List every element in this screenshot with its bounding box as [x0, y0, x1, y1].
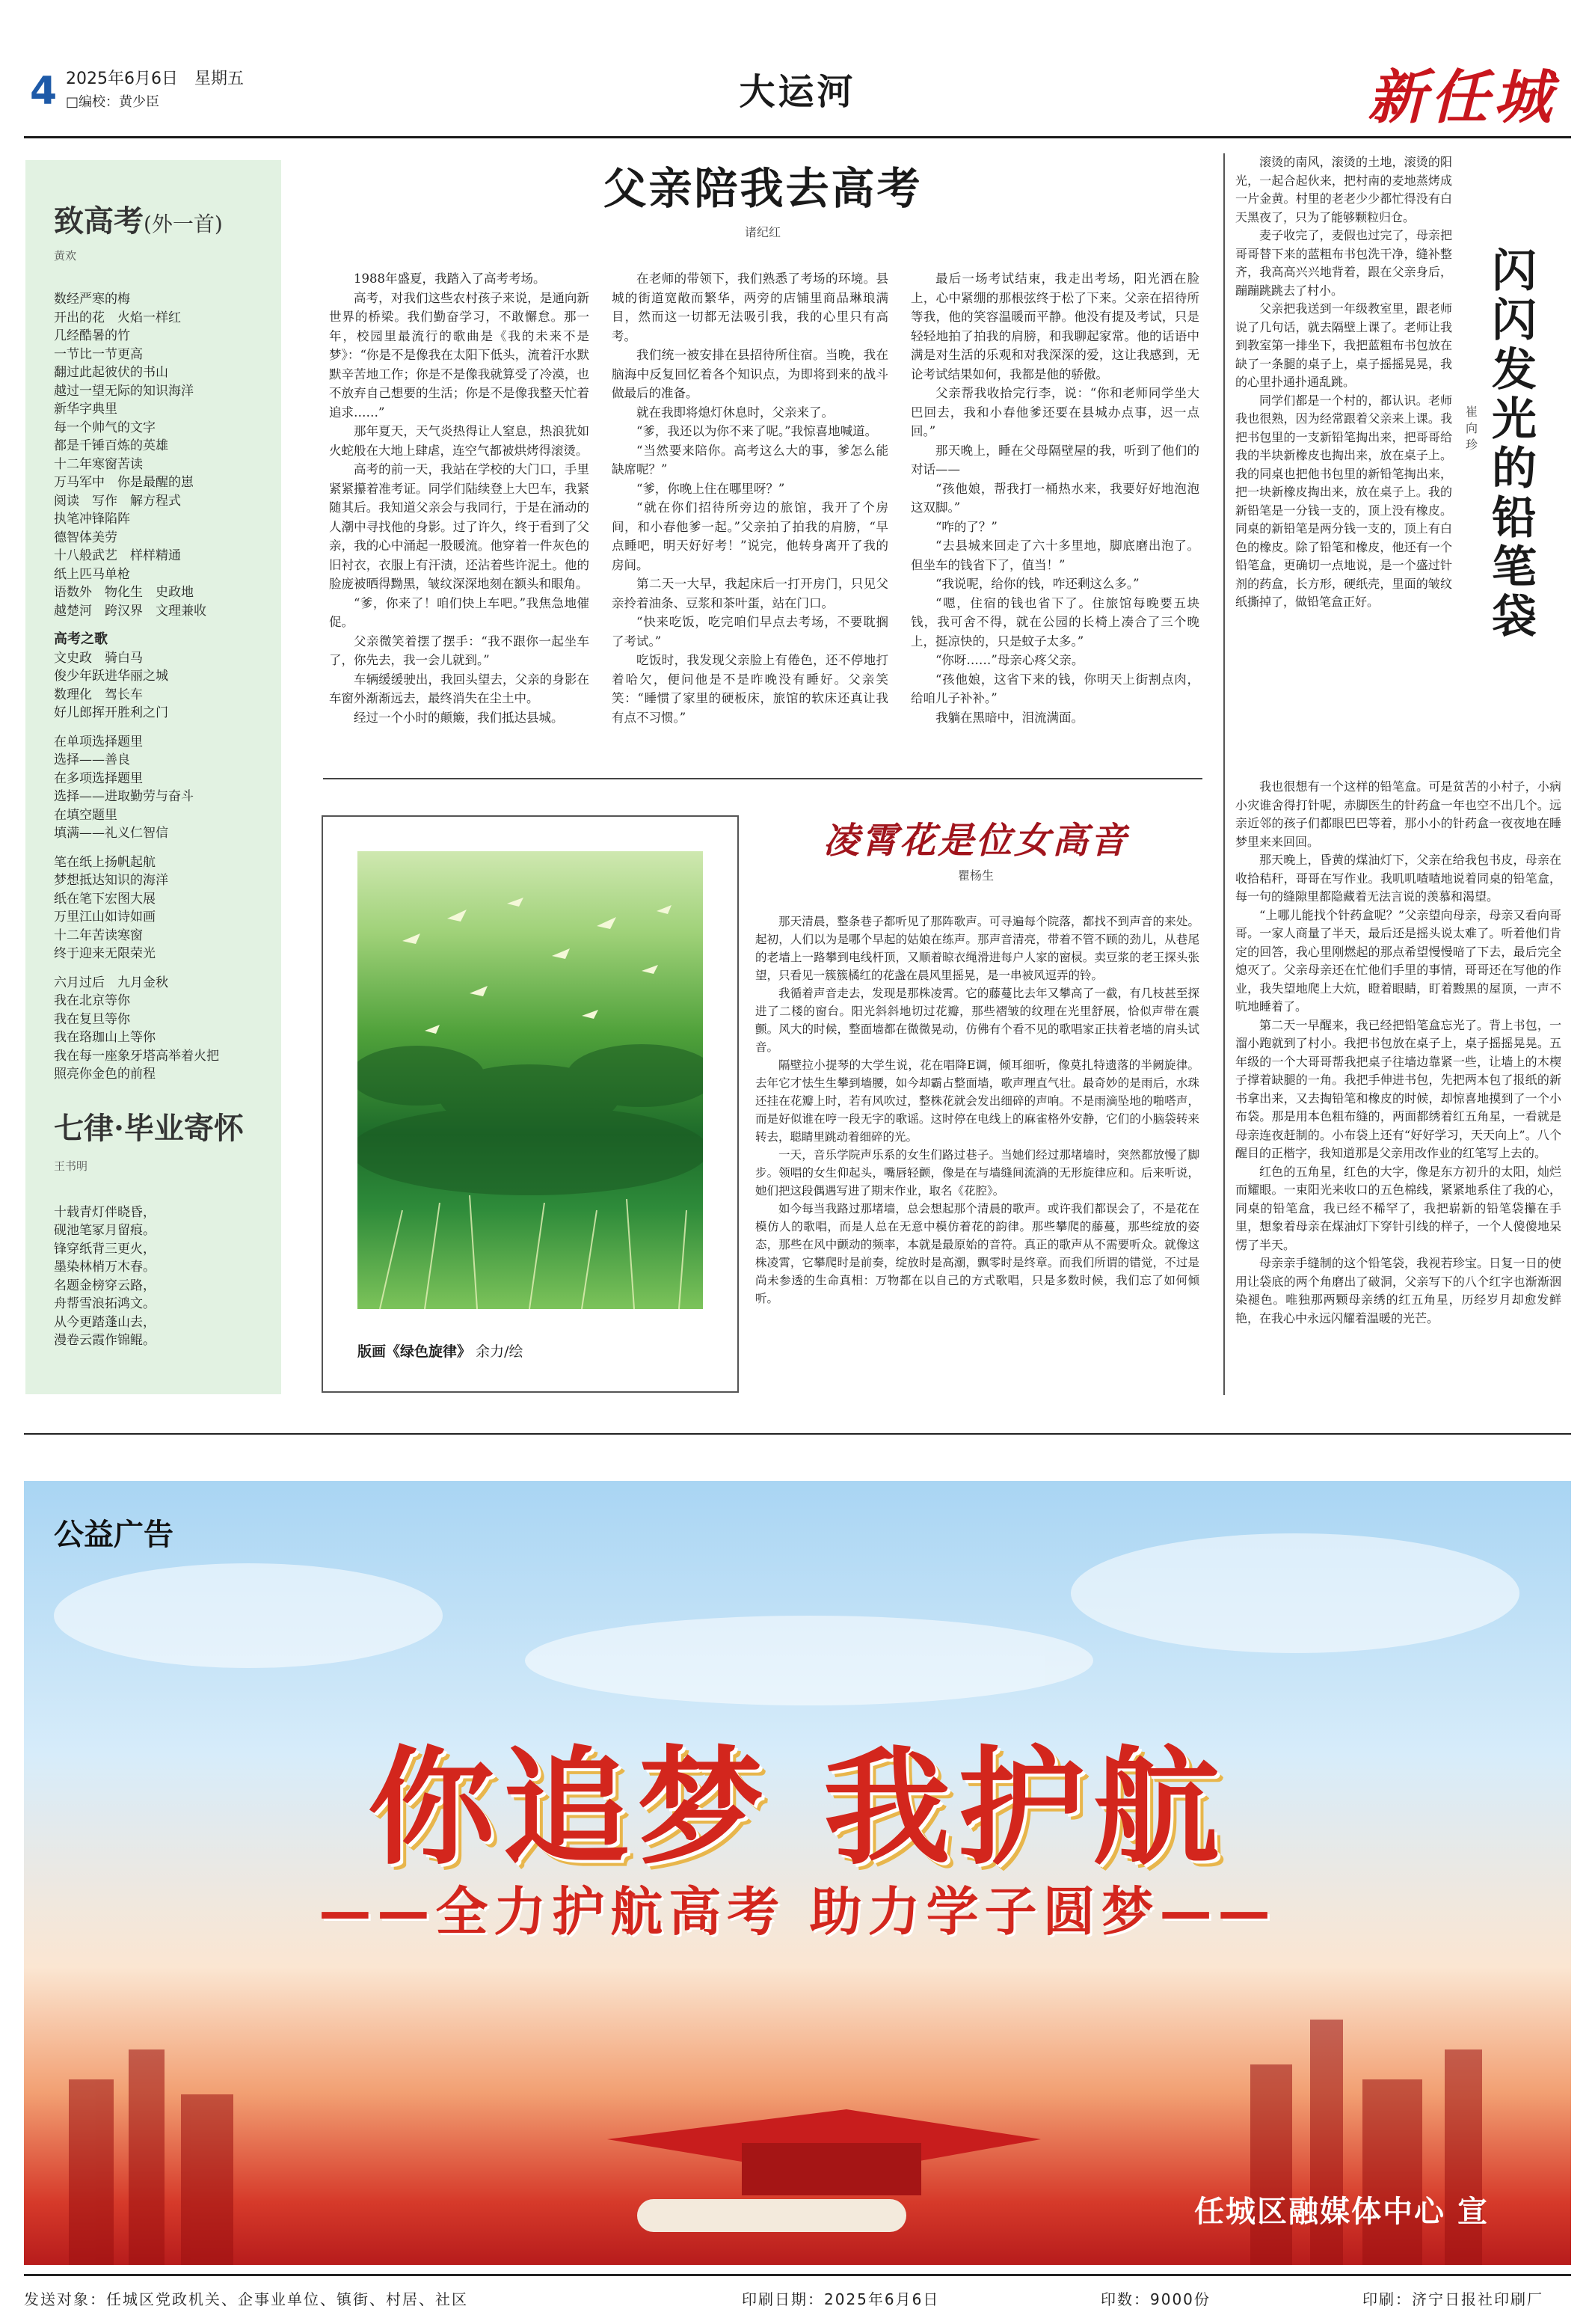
article1-column-2: [612, 269, 888, 763]
paragraph: 高考的前一天，我站在学校的大门口，手里紧紧攥着准考证。同学们陆续登上大巴车，我紧随其后。我知道父亲会与我同行，于是在涌动的人潮中寻找他的身影。过了许久，终于看到了父亲，我的心中涌起一股暖流。他穿着一件灰色的旧衬衣，衣服上有汗渍，还沾着些许泥土。他的脸庞被晒得黝黑，皱纹深深地刻在额头和眼角。: [329, 462, 589, 591]
article1-author: 诸纪红: [744, 225, 781, 239]
footer-recipients: 发送对象：任城区党政机关、企事业单位、镇街、村居、社区: [24, 2290, 468, 2308]
paragraph: 在老师的带领下，我们熟悉了考场的环境。县城的街道宽敞而繁华，两旁的店铺里商品琳琅满目，然而这一切都无法吸引我，我的心里只有高考。: [612, 272, 888, 343]
poem2-body: [54, 1204, 265, 1350]
poem-line: 照亮你金色的前程: [54, 1067, 156, 1082]
article3-column-top: [1235, 153, 1452, 774]
poem-line: 漫卷云霞作锦鲲。: [54, 1333, 156, 1348]
ad-sponsor: 任城区融媒体中心 宣: [1194, 2195, 1489, 2229]
poem-sidebar: [25, 160, 281, 1394]
paragraph: 就在我即将熄灯休息时，父亲来了。: [636, 405, 834, 420]
poem-line: 阅读 写作 解方程式: [54, 493, 181, 509]
poem-line: 越过一望无际的知识海洋: [54, 383, 194, 399]
ad-divider: [24, 1433, 1571, 1435]
poem-line: 选择——进取勤劳与奋斗: [54, 789, 194, 804]
paragraph: 隔壁拉小提琴的大学生说，花在唱降E调，倾耳细听，像莫扎特遗落的半阙旋律。去年它才怯生生攀到墙腰，如今却霸占整面墙，歌声理直气壮。最奇妙的是雨后，水珠还挂在花瓣上时，若有风吹过，整株花就会发出细碎的声响。不是雨滴坠地的啪嗒声，而是好似谁在哼一段无字的歌谣。这时停在电线上的麻雀格外安静，它们的小脑袋转来转去，聪睛里跳动着细碎的光。: [755, 1058, 1199, 1144]
poem-line: 从今更踏蓬山去，: [54, 1314, 156, 1330]
poem-line: 纸在笔下宏图大展: [54, 891, 156, 907]
paragraph: “当然要来陪你。高考这么大的事，爹怎么能缺席呢？”: [612, 443, 888, 476]
paragraph: “上哪儿能找个针药盒呢？”父亲望向母亲，母亲又看向哥哥。一家人商量了半天，最后还是摇头说太难了。听着他们肯定的回答，我心里刚燃起的那点希望慢慢暗了下去，最后完全熄灭了。父亲母亲还在忙他们手里的事情，哥哥还在写他的作业，我失望地爬上大炕，瞪着眼睛，盯着黢黑的屋顶，一声不吭地睡着了。: [1235, 907, 1561, 1014]
poem-line: 我在北京等你: [54, 993, 130, 1008]
poem-line: 执笔冲锋陷阵: [54, 512, 130, 527]
poem-line: 数经严寒的梅: [54, 292, 130, 307]
paragraph: 我也很想有一个这样的铅笔盒。可是贫苦的小村子，小病小灾谁舍得打针呢，赤脚医生的针药盒一年也空不出几个。远亲近邻的孩子们都眼巴巴等着，那小小的针药盒一夜夜地在睡梦里来来回回。: [1235, 779, 1561, 849]
paragraph: 麦子收完了，麦假也过完了，母亲把哥哥替下来的蓝粗布书包洗干净，缝补整齐，我高高兴兴地背着，跟在父亲身后，蹦蹦跳跳去了村小。: [1235, 228, 1452, 298]
paragraph: 吃饭时，我发现父亲脸上有倦色，还不停地打着哈欠，便问他是不是昨晚没有睡好。父亲笑笑：“睡惯了家里的硬板床，旅馆的软床还真让我有点不习惯。”: [612, 653, 888, 725]
paragraph: “爹，你来了！咱们快上车吧。”我焦急地催促。: [329, 595, 589, 629]
poem-line: 十二年寒窗苦读: [54, 456, 143, 472]
poem-line: 笔在纸上扬帆起航: [54, 854, 156, 870]
paragraph: 父亲微笑着摆了摆手：“我不跟你一起坐车了，你先去，我一会儿就到。”: [329, 634, 589, 667]
woodcut-print-image: [357, 851, 703, 1309]
paragraph: “孩他娘，帮我打一桶热水来，我要好好地泡泡这双脚。”: [911, 481, 1199, 515]
paragraph: “我说呢，给你的钱，咋还剩这么多。”: [935, 577, 1140, 591]
poem-line: 好儿郎挥开胜利之门: [54, 705, 168, 720]
poem-line: 舟帮雪浪拓鸿文。: [54, 1296, 156, 1311]
poem-line: 都是千锤百炼的英雄: [54, 438, 168, 453]
poem-line: 俊少年跃进华丽之城: [54, 669, 168, 684]
paragraph: “爹，我还以为你不来了呢。”我惊喜地喊道。: [636, 424, 878, 438]
poem-line: 在单项选择题里: [54, 734, 143, 749]
paragraph: 第二天一大早，我起床后一打开房门，只见父亲拎着油条、豆浆和茶叶蛋，站在门口。: [612, 577, 888, 610]
poem-line: 翻过此起彼伏的书山: [54, 365, 168, 380]
poem-line: 十八般武艺 样样精通: [54, 548, 181, 563]
paragraph: “爹，你晚上住在哪里呀？”: [636, 481, 785, 496]
poem-line: 六月过后 九月金秋: [54, 975, 168, 990]
paragraph: 那年夏天，天气炎热得让人窒息，热浪犹如火蛇般在大地上肆虐，连空气都被烘烤得滚烫。: [329, 424, 589, 458]
paragraph: 那天晚上，昏黄的煤油灯下，父亲在给我包书皮，母亲在收拾秸秆，哥哥在写作业。我叽叽喳喳地说着同桌的铅笔盒，每一句的缝隙里都隐藏着无法言说的羡慕和渴望。: [1235, 853, 1561, 904]
poem-line: 我在珞珈山上等你: [54, 1030, 156, 1045]
poem-line: 万里江山如诗如画: [54, 910, 156, 925]
poem-line: 新华字典里: [54, 402, 117, 417]
poem1-title: 致高考(外一首): [54, 203, 223, 239]
article1-title: 父亲陪我去高考: [603, 163, 923, 214]
stanza-gap: [54, 843, 265, 853]
paragraph: 如今每当我路过那堵墙，总会想起那个清晨的歌声。或许我们都误会了，不是花在模仿人的歌唱，而是人总在无意中模仿着花的韵律。那些攀爬的藤蔓，那些绽放的姿态，那些在风中颤动的频率，本就是最原始的音符。真正的歌声从不需要听众。就像这株凌霄，它攀爬时是前奏，绽放时是高潮，飘零时是终章。而我们所谓的错觉，不过是尚未参透的生命真相：万物都在以自己的方式歌唱，只是多数时候，我们忘了如何倾听。: [755, 1202, 1199, 1305]
footer-printer: 印刷：济宁日报社印刷厂: [1362, 2290, 1543, 2308]
poem-line: 填满——礼义仁智信: [54, 826, 168, 841]
poem2-author: 王书明: [54, 1159, 88, 1173]
article3-column-bottom: [1235, 778, 1561, 1391]
paragraph: 1988年盛夏，我踏入了高考考场。: [354, 272, 546, 286]
paragraph: 那天清晨，整条巷子都听见了那阵歌声。可寻遍每个院落，都找不到声音的来处。起初，人们以为是哪个早起的姑娘在练声。那声音清亮，带着不管不顾的劲儿，从巷尾的老墙上一路攀到电线杆顶，又顺着晾衣绳滑进每户人家的窗棂。卖豆浆的老王探头张望，只看见一簇簇橘红的花盏在晨风里摇晃，是一串被风逗弄的铃。: [755, 915, 1199, 982]
article2-body: [755, 913, 1199, 1391]
ad-label: 公益广告: [54, 1518, 173, 1552]
poem-line: 名题金榜穿云路，: [54, 1278, 156, 1293]
poem-line: 万马军中 你是最醒的崽: [54, 475, 194, 490]
issue-date: 2025年6月6日 星期五: [66, 70, 244, 88]
paragraph: “咋的了？”: [935, 519, 998, 534]
grass-birds-illustration: [357, 851, 703, 1309]
stanza-gap: [54, 620, 265, 631]
paragraph: “去县城来回走了六十多里地，脚底磨出泡了。但坐车的钱省下了，值当！”: [911, 539, 1199, 572]
article2-title: 凌霄花是位女高音: [823, 820, 1128, 862]
paragraph: 车辆缓缓驶出，我回头望去，父亲的身影在车窗外渐渐远去，最终消失在尘土中。: [329, 672, 589, 705]
paragraph: 父亲把我送到一年级教室里，跟老师说了几句话，就去隔壁上课了。老师让我到教室第一排坐下，我把蓝粗布书包放在缺了一条腿的桌子上，桌子摇摇晃晃，我的心里扑通扑通乱跳。: [1235, 301, 1452, 389]
poem-line: 锋穿纸背三更火，: [54, 1241, 156, 1257]
poem-line: 德智体美劳: [54, 530, 117, 545]
poem-line: 几经酷暑的竹: [54, 328, 130, 343]
paragraph: 最后一场考试结束，我走出考场，阳光洒在脸上，心中紧绷的那根弦终于松了下来。父亲在招待所等我，他的笑容温暖而平静。他没有提及考试，只是轻轻地拍了拍我的肩膀，和我聊起家常。他的话语中满是对生活的乐观和对我深深的爱，这让我感到，无论考试结果如何，我都是他的骄傲。: [911, 272, 1199, 381]
paragraph: 经过一个小时的颠簸，我们抵达县城。: [354, 710, 564, 725]
masthead-logo: 新任城: [1367, 64, 1556, 132]
poem-line: 语数外 物化生 史政地: [54, 585, 194, 600]
paragraph: 高考，对我们这些农村孩子来说，是通向新世界的桥梁。我们勤奋学习，不敢懈怠。那一年，校园里最流行的歌曲是《我的未来不是梦》：“你是不是像我在太阳下低头，流着汗水默默辛苦地工作；你是不是像我就算受了冷漠，也不放弃自己想要的生活；你是不是像我整天忙着追求……”: [329, 290, 589, 420]
ad-headline: 你追梦 我护航: [367, 1735, 1228, 1883]
poem-line: 墨染林梢万木春。: [54, 1260, 156, 1275]
article3-author: 崔向珍: [1465, 405, 1478, 452]
poem-line: 在填空题里: [54, 807, 117, 823]
paragraph: 同学们都是一个村的，都认识。老师我也很熟，因为经常跟着父亲来上课。我把书包里的一支新铅笔掏出来，把哥哥给我的半块新橡皮也掏出来，放在桌子上。我的同桌也把他书包里的新铅笔掏出来，把一块新橡皮掏出来，放在桌子上。我的新铅笔是一分钱一支的，顶上没有橡皮。同桌的新铅笔是两分钱一支的，顶上有白色的橡皮。除了铅笔和橡皮，他还有一个铅笔盒，更确切一点地说，是一个盛过针剂的药盒，长方形，硬纸壳，里面的皱纹纸撕掉了，做铅笔盒正好。: [1235, 393, 1452, 609]
article2-author: 瞿杨生: [957, 868, 994, 883]
artwork-frame: [322, 815, 739, 1393]
poem-line: 十载青灯伴晓昏，: [54, 1204, 156, 1220]
paragraph: 我躺在黑暗中，泪流满面。: [935, 710, 1084, 725]
page-footer: [24, 2287, 1571, 2314]
header-divider: [24, 136, 1571, 138]
poem-line: 一节比一节更高: [54, 346, 143, 362]
artwork-caption: 版画《绿色旋律》 余力/绘: [357, 1343, 523, 1360]
paragraph: 我们统一被安排在县招待所住宿。当晚，我在脑海中反复回忆着各个知识点，为即将到来的战斗做最后的准备。: [612, 348, 888, 400]
poem-line: 开出的花 火焰一样红: [54, 310, 181, 325]
article1-column-3: [911, 269, 1199, 763]
poem1-author: 黄欢: [54, 249, 77, 263]
paragraph: 一天，音乐学院声乐系的女生们路过巷子。当她们经过那堵墙时，突然都放慢了脚步。领唱的女生仰起头，嘴唇轻颤，像是在与墙缝间流淌的无形旋律应和。后来听说，她们把这段偶遇写进了期末作业，取名《花腔》。: [755, 1148, 1199, 1198]
poem-line: 梦想抵达知识的海洋: [54, 873, 168, 888]
footer-divider: [24, 2274, 1571, 2276]
poem-line: 每一个帅气的文字: [54, 420, 156, 435]
poem2-title: 七律·毕业寄怀: [54, 1110, 244, 1146]
poem-line: 砚池笔冢月留痕。: [54, 1223, 156, 1238]
page-number: 4: [30, 69, 58, 114]
poem-line: 选择——善良: [54, 752, 130, 767]
poem1-body: [54, 290, 265, 1084]
poem-line: 数理化 驾长车: [54, 687, 143, 702]
paragraph: “你呀……”母亲心疼父亲。: [935, 653, 1084, 667]
poem-line: 文史政 骑白马: [54, 650, 143, 666]
poem-line: 纸上匹马单枪: [54, 566, 130, 582]
paragraph: “嗯，住宿的钱也省下了。住旅馆每晚要五块钱，我可舍不得，就在公园的长椅上凑合了三个晚上，挺凉快的，只是蚊子太多。”: [911, 595, 1199, 649]
poem-line: 高考之歌: [54, 631, 108, 647]
public-service-ad: [24, 1481, 1571, 2265]
paragraph: 那天晚上，睡在父母隔壁屋的我，听到了他们的对话——: [911, 443, 1199, 476]
poem-line: 越楚河 跨汉界 文理兼收: [54, 603, 206, 619]
paragraph: 父亲帮我收拾完行李，说：“你和老师同学坐大巴回去，我和小春他爹还要在县城办点事，迟一点回。”: [911, 386, 1199, 438]
column-divider: [1223, 153, 1225, 1395]
poem-line: 终于迎来无限荣光: [54, 946, 156, 961]
section-title: 大运河: [739, 71, 856, 113]
paragraph: 第二天一早醒来，我已经把铅笔盒忘光了。背上书包，一溜小跑就到了村小。我把书包放在桌子上，桌子摇摇晃晃。五年级的一个大哥哥帮我把桌子往墙边靠紧一些，让墙上的木楔子撑着缺腿的一角。我把手伸进书包，先把两本包了报纸的新书拿出来，又去掏铅笔和橡皮的时候，却惊喜地摸到了一个小布袋。那是用本色粗布缝的，两面都绣着红五角星，一看就是母亲连夜赶制的。小布袋上还有“好好学习，天天向上”。八个醒目的正楷字，我知道那是父亲用改作业的红笔写上去的。: [1235, 1017, 1561, 1160]
footer-copies: 印数：9000份: [1101, 2290, 1211, 2308]
poem-line: 在多项选择题里: [54, 770, 143, 786]
page-header: [24, 51, 1571, 132]
poem-line: 十二年苦读寒窗: [54, 928, 143, 943]
editor-credit: □编校：黄少臣: [66, 94, 160, 110]
section-divider: [323, 778, 1202, 779]
stanza-gap: [54, 723, 265, 733]
paragraph: “孩他娘，这省下来的钱，你明天上街割点肉，给咱儿子补补。”: [911, 672, 1199, 705]
article3-title: 闪闪发光的铅笔袋: [1492, 245, 1537, 643]
paragraph: 母亲亲手缝制的这个铅笔袋，我视若珍宝。日复一日的使用让袋底的两个角磨出了破洞，父亲写下的八个红字也渐渐洇染褪色。唯独那两颗母亲绣的红五角星，历经岁月却愈发鲜艳，在我心中永远闪耀着温暖的光芒。: [1235, 1256, 1561, 1325]
paragraph: 我循着声音走去，发现是那株凌霄。它的藤蔓比去年又攀高了一截，有几枝甚至探进了二楼的窗台。阳光斜斜地切过花瓣，那些褶皱的纹理在光里舒展，恰似声带在震颤。风大的时候，整面墙都在微微晃动，仿佛有个看不见的歌唱家正扶着老墙的肩头试音。: [755, 987, 1199, 1054]
paragraph: 红色的五角星，红色的大字，像是东方初升的太阳，灿烂而耀眼。一束阳光来收口的五色棉线，紧紧地系住了我的心，同桌的铅笔盒，我已经不稀罕了，我把崭新的铅笔袋攥在手里，想象着母亲在煤油灯下穿针引线的样子，一个人傻傻地呆愣了半天。: [1235, 1164, 1561, 1252]
article1-column-1: [329, 269, 589, 763]
paragraph: “就在你们招待所旁边的旅馆，我开了个房间，和小春他爹一起。”父亲拍了拍我的肩膀，“早点睡吧，明天好好考！”说完，他转身离开了我的房间。: [612, 500, 888, 572]
paragraph: “快来吃饭，吃完咱们早点去考场，不要耽搁了考试。”: [612, 615, 888, 649]
poem-line: 我在每一座象牙塔高举着火把: [54, 1048, 219, 1064]
ad-subline: ——全力护航高考 助力学子圆梦——: [319, 1881, 1276, 1943]
footer-print-date: 印刷日期：2025年6月6日: [742, 2290, 940, 2308]
poem-line: 我在复旦等你: [54, 1011, 130, 1027]
paragraph: 滚烫的南风，滚烫的土地，滚烫的阳光，一起合起伙来，把村南的麦地蒸烤成一片金黄。村里的老老少少都忙得没有白天黑夜了，只为了能够颗粒归仓。: [1235, 155, 1452, 224]
stanza-gap: [54, 963, 265, 974]
